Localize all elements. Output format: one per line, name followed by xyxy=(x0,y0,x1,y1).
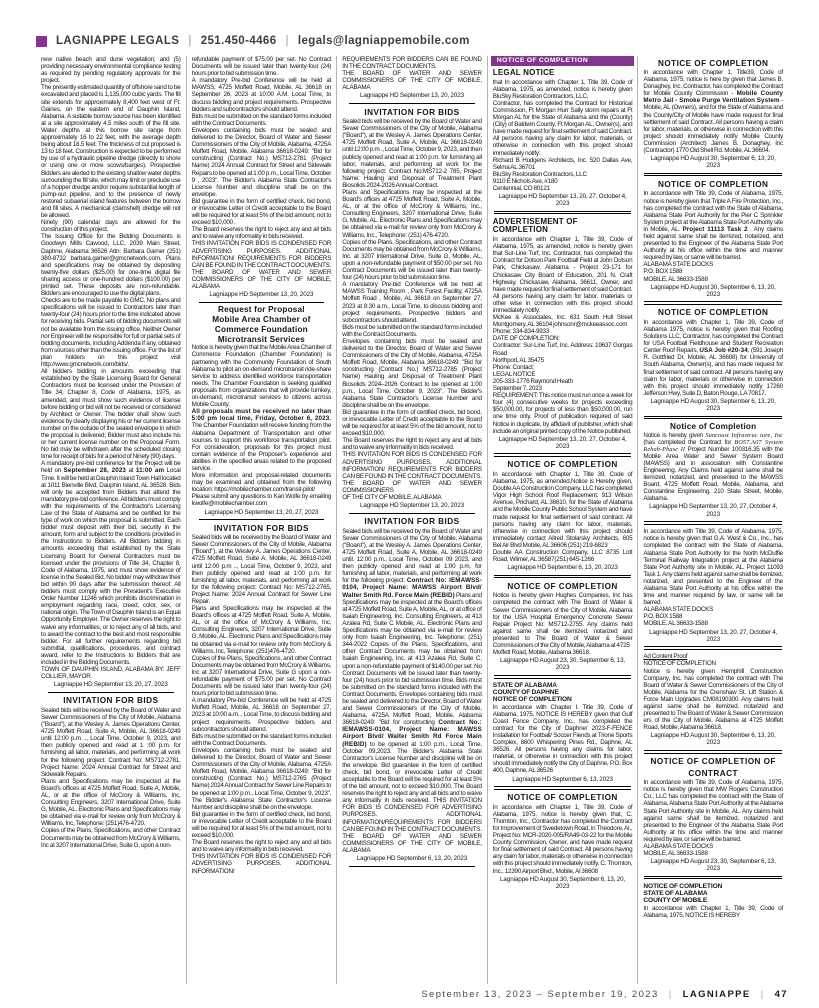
notice-paragraph: Plans and Specifications may be inspected at the Board's offices at 4725 Moffett Road, Suite A, Mobile, AL, or at the office of McCrory & Williams, Inc, Consulting Engineers, 3207 International Drive, Suite G, Mobile, AL. Electronic Plans and Specifications may be obtained via e-mail for review only from McCrory & Williams, Inc, Telephone: (251)476-4720. xyxy=(41,777,181,828)
invitation-for-bids-ms712-2765-continued xyxy=(342,56,482,100)
notice-heading: NOTICE OF COMPLETION xyxy=(507,581,618,591)
notice-paragraph: A mandatory Pre-bid Conference will be held at MAWSS Training Room , Park Forest Facility, 4725A Moffett Road , Mobile, AL 36618 on September 27, 2023 at 8:30 a.m., Local Time, to discuss bidding and project requirements. Prospective bidders and subcontractors should attend. xyxy=(342,281,482,324)
notice-paragraph: The Board reserves the right to reject any and all bids and to waive any informality in bids received. xyxy=(342,437,482,452)
invitation-for-bids-ms712-2781 xyxy=(41,696,181,848)
notice-paragraph: The Board reserves the right to reject any and all bids and to waive any informality in bids received. xyxy=(191,226,332,241)
notice-paragraph: Phone: 334-834-9933 xyxy=(492,328,550,336)
notice-heading: CONTRACT xyxy=(688,768,738,778)
notice-paragraph: In accordance with Chapter 1, Title 39, Code of Alabama, 1975, as amended, notice is hereby given that Sur-Line Turf, Inc. Contractor, has completed the Contract for Dotson Park Football Field at John Dotson Park, Chickasaw, Alabama - Project 23-171 for Chickasaw City Board of Education, 201 N. Craft Highway, Chickasaw, Alabama, 36611, Owner, and have made request for final settlement of said Contract. All persons having any claim for labor, materials or other wise in connection with this project should immediately notify: xyxy=(492,236,633,314)
notice-paragraph: P.O. BOX 1588 xyxy=(643,613,683,621)
notice-paragraph: In accordance with Chapter 1, Title 39, Code of Alabama, 1975, as amended,Notice is Hereby given, Double AA Construction Company, LLC has completed Vigor High School Roof Replacement. 913 Wilson Avenue, Prichard, AL 36610, for the State of Alabama and the Mobile County Public School System and have made request for final settlement of said contract. All persons having any claim for labor, materials, otherwise in connection with this project should immediately contact Allred Stolarsky Architects, 605 Bel Air Blvd Mobile, AL 36606 (251) 219-6823 xyxy=(492,470,633,549)
notice-paragraph: Contractor, has completed the Contract for Historical Commission, Ft Morgan Hurr Sally storm repairs at Ft Morgan AL for the State of Alabama and the (County) (City) of Baldwin County, Ft Morgan AL, Owner(s), and have made request for final settlement of said Contract. All persons having any claim for labor, materials, or otherwise in connection with this project should immediately notify: xyxy=(492,99,633,157)
notice-pre-line: STATE OF ALABAMA xyxy=(492,682,557,689)
notice-of-completion-donaghey xyxy=(643,59,783,170)
footer-date-range: September 13, 2023 – September 19, 2023 xyxy=(421,989,659,1000)
notice-paragraph: Envelopes containing bids must be sealed and delivered to the Director, Board of Water and Sewer Commissioners of the City of Mobile, Alabama, 4725A Moffett Road, Mobile, Alabama 36618-0249: "Bid for constructing (Contract No.) MS712-2765 (Project Name) 2024 Annual Contract for Sewer Line Repairs to be opened at 1:00 p.m., Local Time, October 9, 2023". The Bidder's Alabama State Contractor's License Number and discipline shall be on the envelope. xyxy=(191,746,332,811)
notice-paragraph: Copies of the Plans, Specifications, and other Contract Documents may be obtained from McCrory & Williams, Inc. at 3207 International Drive, Suite G, Mobile, AL, upon a non-refundable payment of $50.00 per set. No Contract Documents will be issued later than twenty-four (24) hours prior to bid submission time. xyxy=(342,238,482,282)
advertisement-of-completion-surline-turf xyxy=(493,218,633,450)
notice-of-completion-ga-west xyxy=(643,528,783,643)
column-1 xyxy=(36,56,186,984)
notice-paragraph: All proposals must be received no later than 5:00 pm local time, Friday, October 6, 2023. The Chamber Foundation will receive funding from the Alabama Department of Transportation and other sources to support this workforce transportation pilot. For consideration, proposals for this project must contain evidence of the Proposer's experience and abilities in the specified areas related to the proposed service. xyxy=(191,408,332,472)
notice-paragraph: Richard B Hudgens Architects, Inc. 520 Dallas Ave, Selma AL 36701 xyxy=(492,156,633,171)
notice-pre-line: NOTICE OF COMPLETION xyxy=(492,696,572,704)
invitation-for-bids-ms712-2765 xyxy=(192,524,332,875)
notice-dateline: Lagniappe HD September 13, 20, 27, October 4, 2023 xyxy=(649,503,778,518)
notice-paragraph: Notice is hereby given Suncoast Infrastruc ture, Inc (has completed the Contract for BO57.A07 System Rehab-Phase II Project Number 100316.35 with the Mobile Area Water and Sewer System Board (MAWSS) and in association with Constantine Engineering. Any Claims held against same shall be itemized, notarized, and presented to the MAWSS Board, 4725 Moffett Road, Mobile, Alabama, and Constantine Engineering, 210 State Street, Mobile, Alabama. xyxy=(643,431,783,503)
notice-paragraph: MOBILE, AL 36633-1588 xyxy=(643,275,708,283)
notice-paragraph: In accordance with Chapter 1, Title 39, Code of Alabama, 1975, notice is hereby given that, C. Thornton, Inc., Contractor has completed the Contract for Improvement of Swedetown Road, in Theodore, Al., Project No: MCR-2020-005/RA49-03-22 for the Mobile County Commission, Owner, and have made request for final settlement of said Contract. All persons having any claim for labor, materials or otherwise in connection with this project should immediately notify, C. Thornton, Inc., 12390 Airport Blvd., Mobile, Al 36608 xyxy=(492,803,633,875)
notice-dateline: Lagniappe HD August 30, September 6, 13, 20, 2023 xyxy=(500,875,626,890)
notice-paragraph: ALABAMA STATE DOCKS xyxy=(643,606,714,614)
notice-paragraph: THE BOARD OF WATER AND SEWER COMMISSIONERS OF THE CITY OF MOBILE, ALABAMA xyxy=(191,268,332,290)
notice-heading: INVITATION FOR BIDS xyxy=(364,517,460,527)
notice-paragraph: ALABAMA STATE DOCKS xyxy=(643,261,714,269)
notice-heading: LEGAL NOTICE xyxy=(492,68,555,77)
notice-separator xyxy=(644,416,782,420)
notice-paragraph: Moffett Road, Mobile, Alabama 36618. xyxy=(492,649,591,657)
column-2 xyxy=(186,56,337,984)
notice-paragraph: THIS INVITATION FOR BIDS IS CONDENSED FOR ADVERTISING PURPOSES. ADDITIONAL INFORMATION/ xyxy=(191,853,332,875)
notice-paragraph: ALABAMA STATE DOCKS xyxy=(643,842,714,850)
notice-dateline: Lagniappe HD September 13, 20, 27, October 4, 2023 xyxy=(498,193,627,208)
notice-dateline: Lagniappe HD September 13, 20, 2023 xyxy=(359,92,465,100)
notice-paragraph: Double AA Construction Company, LLC 8735 Lott Road, Wilmer, AL 36587(251) 645-1266 xyxy=(492,549,633,564)
brand-square-icon xyxy=(36,36,47,47)
notice-paragraph: In accordance with Title 39, Code of Alabama, 1975, notice is hereby given that G.A. West & Co., Inc., has completed the contract with the State of Alabama, Alabama State Port Authority for the North McDuffie Terminal Railway Integration project at the Alabama State Port Authority site in Mobile, AL. Project 11093 Task 1. Any claims held against same shall be itemized, notarized, and presented to the Engineer of the Alabama State Port Authority at his office within the time and manner required by law, or same will be barred. xyxy=(643,528,783,607)
notice-of-completion-truncated xyxy=(643,883,783,919)
notice-paragraph: Checks are to be made payable to GMC. No plans and specifications will be issued to Contractors later than twenty-four (24) hours prior to the time indicated above for receiving bids. Partial sets of bidding documents will not be available from the issuing office. Neither Owner nor Engineer will be responsible for full or partial sets of bidding documents, including Addenda if any, obtained from sources other than the issuing office. For the list of plan holders on this project visit http://www.gmcnetwork.com/bids/. xyxy=(41,297,181,369)
notice-separator xyxy=(644,173,782,177)
notice-separator xyxy=(644,301,782,305)
notice-paragraph: Bids must be submitted on the standard forms included with the Contract Documents. xyxy=(342,323,482,338)
notice-paragraph: Sealed bids will be received by the Board of Water and Sewer Commissioners of the City of Mobile, Alabama ("Board"), at the Wesley A. James Operations Center, 4725 Moffett Road, Suite A, Mobile, AL 36618-0249 until. 12:00 p.m., Local Time, October 09 2023, and then publicly opened and read at 1:00 p.m. for furnishing all labor, materials, and performing all work for the following project: Contract No: IEMAWSS-0104, Project Name: MAWSS Airport Blvd/ Walter Smith Rd. Force Main (REBID) Plans and Specifications may be inspected at the Board's offices at 4725 Moffett Road, Suite A, Mobile, AL, or at office of Isaiah Engineering, Inc. Consulting Engineers, at 413 Azalea Rd, Suite C Mobile, AL. Electronic Plans and Specifications may be obtained via e-mail for review only from Isaiah Engineering, Inc. Telephone: (251) 344-2022 Copies of the Plans, Specifications, and other Contract Documents may be obtained from Isaiah Engineering, Inc. at 413 Azalea Rd, Suite C, upon a non-refundable payment of $140.00 per set. No Contract Documents will be issued later than twenty-four (24) hours prior to bid submission time. Bids must be submitted on the standard forms included with the Contract Documents. Envelopes containing bids must be sealed and delivered to the Director, Board of Water and Sewer Commissioners of the City of Mobile, Alabama, 4725A Moffett Road, Mobile, Alabama 36618-0249: "Bid for constructing Contract No.: IEMAWSS-0104, Project Name: MAWSS Airport Blvd/ Walter Smith Rd Force Main (REBID) to be opened at 1:00 p.m., Local Time, October 09,2023. The Bidder's Alabama State Contractor's License Number and discipline will be on the envelope. Bid guarantee in the form of certified check, bid bond, or irrevocable Letter of Credit acceptable to the Board will be required for at least 5% of the bid amount, not to exceed $10,000. The Board reserves the right to reject any and all bids and to waive any informality in bids received. THIS INVITATION FOR BIDS IS CONDENSED FOR ADVERTISING PURPOSES. ADDITIONAL INFORMATION/REQUIREMENTS FOR BIDDERS CAN BE FOUND IN THE CONTRACT DOCUMENTS. THE BOARD OF WATER AND SEWER COMMISSIONERS OF THE CITY OF MOBILE, ALABAMA xyxy=(342,527,482,854)
notice-dateline: Lagniappe HD September 13, 20, 27, 2023 xyxy=(53,681,168,689)
notice-paragraph: The Board reserves the right to reject any and all bids and to waive any informality in bids received. xyxy=(191,839,332,854)
notice-pre-line: COUNTY OF DAPHNE xyxy=(492,689,559,697)
notice-pre-line: STATE OF ALABAMA xyxy=(643,890,708,898)
notice-dateline: Lagniappe HD August 30, September 6, 13, 20, 2023 xyxy=(650,283,776,298)
masthead-separator: | xyxy=(285,35,289,47)
notice-paragraph: A mandatory Pre-bid Conference will be held at MAWSS, 4725 Moffett Road, Mobile, AL 36618 on September 26, 2023 at 10:00 A.M. Local Time, to discuss bidding and project requirements. Prospective bidders and subcontractors should attend. xyxy=(191,77,332,113)
notice-heading: NOTICE OF COMPLETION xyxy=(657,179,769,189)
notice-paragraph: In accordance with Chapter 1, Title39, Code of Alabama, 1975, notice is here by given that James B. Donaghey, Inc. Contractor, has completed the Contract for Mobile County Commission - Mobile County Metro Jail - Smoke Purge Ventilation System - Mobile, AL (Owners), and for the State of Alabama and the County/City of Mobile have made request for final settlement of said Contract. All persons having a claim for labor, materials, or otherwise in connection with this project should immediately notify Mobile County Commission (Architect) James B. Donaghey, Inc (Contractor) 1770 Old Shell Rd. Mobile, AL 36604. xyxy=(643,69,783,155)
notice-paragraph: Bids must be submitted on the standard forms included with the Contract Documents. xyxy=(191,732,332,747)
notice-paragraph: A mandatory Pre-bid Conference will be held at 4725 Moffett Road, Mobile, AL 36618 on September 27, 2023 at 10:00 a.m. , Local Time, to discuss bidding and project requirements. Prospective bidders and subcontractors should attend. xyxy=(191,697,332,733)
notice-dateline: Lagniappe HD September 6, 13, 20, 2023 xyxy=(356,855,468,863)
notice-dateline: Lagniappe HD September 13, 20, 27, October 4, 2023 xyxy=(649,628,778,643)
rfp-chamber-microtransit xyxy=(192,306,332,515)
notice-paragraph: Phone: Contact: xyxy=(492,363,535,371)
notice-paragraph: Northport, AL 35475 xyxy=(492,356,544,364)
footer-publication-name: LAGNIAPPE xyxy=(682,989,751,1000)
notice-paragraph: In accordance with Chapter 1, Title 39, Code of Alabama 1975, notice is hereby given that Roofing Solutions LLC, Contractor, has completed the Contract for USA Football Fieldhouse and Student Recreation Center Roof Repairs, USA Job #20-34, (591 Joseph R. Gottfried Dr, Mobile, AL 36608) for University of South Alabama, Owner(s), and has made request for final settlement of said contract. All persons having any claim for labor, materials or otherwise in connection with this project should immediately notify 17260 Jefferson Hwy, Suite D, Baton Rouge, LA 70817. xyxy=(643,318,783,397)
notice-paragraph: In accordance with Chapter I. Title 39, Code of Alabama, 1975, NOTICE IS HEREBY given that Gulf Coast Fence Company, Inc., has completed the contract for the City of Daphne/ 2023-F-FENCE Installation for Football/ Soccer Fiends at Trione Sports Complex, 8600 Whispering Pines Rd., Daphne, AL 36526. All persons having any claims for labor, material, or otherwise in connection with this project should immediately notify the City of Daphne, P.O. Box 400, Daphne, AL 36526 xyxy=(492,703,633,775)
notice-paragraph: 205-333-1776 Raymond Heath xyxy=(492,377,573,385)
notice-of-completion-suncoast xyxy=(643,423,783,518)
notice-heading: INVITATION FOR BIDS xyxy=(63,696,159,706)
section-header-bar: NOTICE OF COMPLETION xyxy=(491,56,635,66)
notice-heading: Notice of Completion xyxy=(670,421,757,431)
notice-dateline: Lagniappe HD August 30, September 6, 13, 20, 2023 xyxy=(650,155,776,170)
notice-separator xyxy=(199,302,325,303)
notice-paragraph: In accordance with Title 39, Code of Alabama, 1975, notice is hereby given that Triple A Fire Protection, Inc., has completed the contract with the State of Alabama, Alabama State Port Authority for the Pier C Sprinkler System project at the Alabama State Port Authority site in Mobile, AL. Project 11113 Task 2 . Any claims held against same shall be itemized, notarized, and presented to the Engineer of the Alabama State Port Authority at his office within the time and manner required by law, or same will be barred. xyxy=(643,190,783,262)
notice-paragraph: Notice is hereby given Hughes Companies, Inc has completed the contract with The Board of Water & Sewer Commissioners of the City of Mobile, Alabama for the USA Hospital Emergency Concrete Sewer Repair Project No: MS712-2755. Any claims held against same shall be itemized, notarized and presented to The Board of Water & Sewer Commissioners of the City of Mobile, Alabama at 4725 xyxy=(492,592,633,650)
notice-dateline: Lagniappe HD September 13, 20, 27, 2023 xyxy=(204,508,319,516)
notice-separator xyxy=(199,519,325,520)
notice-paragraph: Envelopes containing bids must be sealed and delivered to the Director, Board of Water and Sewer Commissioners of the City of Mobile, Alabama, 4725A Moffett Road, Mobile, Alabama 36618-0249: "Bid for constructing (Contract No.) MS712-2785 (Project Name) Hauling and Disposal of Treatment Plant Biosolids 2024–2026 Contract to be opened at 1:00 p.m., Local Time, October 9, 2023". The Bidder's Alabama State Contractor's License Number and discipline shall be on the envelope. xyxy=(342,337,482,409)
column-3 xyxy=(336,56,487,984)
notice-separator xyxy=(644,876,782,880)
notice-separator xyxy=(644,646,782,650)
notice-of-completion-gulf-coast-fence xyxy=(493,682,633,783)
notice-of-completion-double-aa xyxy=(493,460,633,571)
notice-separator xyxy=(494,453,632,457)
invitation-for-bids-iemawss-0104 xyxy=(342,517,482,862)
notice-paragraph: September 7, 2023 xyxy=(492,385,542,393)
notice-paragraph: Bids must be submitted on the standard forms included with the Contract Documents. xyxy=(191,112,332,127)
notice-heading: NOTICE OF COMPLETION xyxy=(507,460,618,470)
notice-heading: NOTICE OF COMPLETION OF xyxy=(650,757,776,767)
notice-paragraph: THE BOARD OF WATER AND SEWER COMMISSIONERS OF THE CITY OF MOBILE, ALABAMA xyxy=(342,70,482,92)
notice-paragraph: More information and proposal-related documents may be examined and obtained from the following location: https://mobilechamber.com/transit-pilot/ xyxy=(191,472,332,494)
notice-paragraph: Please submit any questions to Kari Wolfe by emailing kwolfe@mobilechamber.com xyxy=(191,493,332,508)
page-footer xyxy=(421,989,788,1000)
notice-paragraph: refundable payment of $75.00 per set. No Contract Documents will be issued later than twenty-four (24) hours prior to bid submission time. xyxy=(191,56,332,78)
notice-paragraph: DATE OF COMPLETION: xyxy=(492,335,560,343)
notice-separator xyxy=(349,103,475,104)
masthead-brand: LAGNIAPPE LEGALS xyxy=(56,35,180,47)
notice-paragraph: Bid guarantee in the form of certified check, bid bond, or irrevocable Letter of Credit acceptable to the Board will be required for at least 5% of the bid amount, not to exceed $10,000. xyxy=(342,408,482,438)
notice-paragraph: Centennial, CO 80121 xyxy=(492,185,550,192)
column-5 xyxy=(637,56,788,984)
masthead xyxy=(36,35,786,47)
notice-paragraph: Plans and Specifications may be inspected at the Board's offices at 4725 Moffett Road, Suite A, Mobile, AL, or at the office of McCrory & Williams, Inc. Consulting Engineers, 3207 International Drive, Suite G, Mobile, AL. Electronic Plans and Specifications may be obtained via e-mail for review only from McCrory & Williams, Inc, Telephone: (251)476-4720. xyxy=(191,605,332,655)
notice-paragraph: OF THE CITY OF MOBILE, ALABAMA xyxy=(342,494,442,502)
notice-paragraph: Notice is hereby given Hemphill Construction Company, Inc. has completed the contract with The Board of Water & Sewer Commissioners of the City of Mobile, Alabama for the Crenshaw St. Lift Station & Force Main Upgrades CM08190300. Any claims held against same shall be itemized, notarized and presented to The Board of Water & Sewer Commission ers of the City of Mobile, Alabama at 4725 Moffett Road, Mobile, Alabama 36618. xyxy=(643,667,783,732)
notice-pre-line: NOTICE OF COMPLETION xyxy=(643,882,723,890)
notice-heading: Request for Proposal xyxy=(217,305,305,315)
notice-of-completion-triple-a-fire xyxy=(643,180,783,298)
notice-paragraph: Ninety (90) calendar days are allowed for the construction of this project. xyxy=(41,219,181,234)
notice-paragraph: Envelopes containing bids must be sealed and delivered to the Director, Board of Water and Sewer Commissioners of the City of Mobile, Alabama, 4725A Moffett Road, Mobile, Alabama 36618-0249: "Bid for constructing (Contract No.) MS712-2781 (Project Name) 2024 Annual Contract for Street and Sidewalk Repairs to be opened at 1:00 p.m., Local Time, October 9 , 2023". The Bidder's Alabama State Contractor's License Number and discipline shall be on the envelope. xyxy=(191,126,332,198)
notice-heading: INVITATION FOR BIDS xyxy=(364,107,460,117)
notice-dateline: Lagniappe HD August 30, September 6, 13, 20, 2023 xyxy=(650,397,776,413)
notice-paragraph: Contractor: Sur-Line Turf, Inc. Address: 19637 Gorgas Road xyxy=(492,342,633,357)
notice-paragraph: Copies of the Plans, Specifications, and other Contract Documents may be obtained from McCrory & Williams, Inc at 3207 International Drive, Suite G, upon a non- xyxy=(41,827,181,849)
legal-notice-columns xyxy=(36,56,788,984)
notice-of-completion-mw-rogers xyxy=(643,757,783,872)
notice-paragraph: LEGAL NOTICE xyxy=(492,370,536,378)
notice-paragraph: The Issuing Office for the Bidding Documents is Goodwyn Mills Cawood, LLC, 2039 Main Street, Daphne, Alabama 36526 Attn: Barbara Garner (251) 380-8732 barbara.garner@gmcnetwork.com. Plans and specifications may be obtained by depositing twenty-five dollars ($25.00) for one-time digital file sharing access or one-hundred dollars ($100.00) per printed set. These deposits are non-refundable. Bidders are encouraged to use the digital plans. xyxy=(41,233,181,298)
footer-separator: | xyxy=(668,989,673,1000)
notice-paragraph: All bidders bidding in amounts exceeding that established by the State Licensing Board for General Contractors must be licensed under the Provision of Title 34, Chapter 8, Code of Alabama, 1975, as amended, and must show such evidence of license before bidding or bid will not be received or considered by Architect or Owner. The bidder shall show such evidence by clearly displaying his or her current license number on the outside of the sealed envelope in which the proposal is delivered; Bidder must also include his or her current license number on the Proposal Form. No bid may be withdrawn after the scheduled closing time for receipt of bids for a period of Ninety (90) days. xyxy=(41,368,181,461)
beach-nourishment-bid-continuation xyxy=(41,56,181,688)
notice-dateline: Lagniappe HD August 30, September 6, 13, 20, 2023 xyxy=(650,732,776,747)
footer-separator: | xyxy=(760,989,765,1000)
notice-paragraph: A mandatory pre-bid conference for the Project will be held on September 28, 2023 at 11:00 am Local Time. It will be held at Dauphin Island Town Hall located at 1011 Bienville Blvd, Dauphin Island, AL 36528. Bids will only be accepted from Bidders that attend the mandatory pre-bid conference. All bidders must comply with the requirements of the Contractor's Licensing Law of the State of Alabama and be certified for the type of work on which the proposal is submitted. Each bidder must deposit with their bid, security in the amount, form and subject to the conditions provided in the Instructions to Bidders. All Bidders bidding in amounts exceeding that established by the State Licensing Board for General Contractors must be licensed under the provisions of Title 34, Chapter 8, Code of Alabama, 1975, and must show evidence of license in the Sealed Bid. No bidder may withdraw their bid within 90 days after the submission thereof. All bidders must comply with the President's Executive Order Number 11246 which prohibits discrimination in employment regarding race, creed, color, sex, or national origin. The Town of Dauphin Island is an Equal Opportunity Employer. The Owner reserves the right to waive any informalities, or to reject any of all bids, and to award the contract to the best and most responsible bidder. For all further requirements regarding bid submittal, qualifications, procedures, and contract award, refer to the Instructions to Bidders that are included in the Bidding Documents. xyxy=(41,460,181,666)
notice-dateline: Lagniappe HD September 13, 20, 27, October 4, 2023 xyxy=(498,435,627,450)
notice-paragraph: McKee & Associates, Inc. 631 South Hull Street Montgomery, AL 36104 johnsonr@mckeeassoc.com xyxy=(492,314,633,329)
notice-separator xyxy=(494,575,632,579)
notice-separator xyxy=(494,211,632,215)
notice-paragraph: REQUIREMENT: This notice must run once a week for four (4) consecutive weeks for projects exceeding $50,000.00, for projects of less than $50,000.00, run one time only. Proof of publication required of said Notice in duplicate, by affidavit of publisher, which shall include an original printed copy of the Notice published. xyxy=(492,392,633,435)
notice-dateline: Lagniappe HD September 13, 20, 2023 xyxy=(359,502,465,510)
notice-heading: Commerce Foundation xyxy=(214,324,308,334)
masthead-separator: | xyxy=(188,35,192,47)
notice-heading: Mobile Area Chamber of xyxy=(212,314,311,324)
notice-dateline: Lagniappe HD August 23, 30, September 6, 13, 2023 xyxy=(650,858,776,873)
notice-separator xyxy=(644,521,782,525)
notice-paragraph: MOBILE, AL 36633-1588 xyxy=(643,850,708,858)
notice-of-completion-hughes xyxy=(493,582,633,672)
notice-paragraph: TOWN OF DAUPHIN ISLAND, ALABAMA BY: JEFF COLLIER, MAYOR xyxy=(41,666,181,681)
footer-page-number: 47 xyxy=(774,989,788,1000)
notice-heading: ADVERTISEMENT OF COMPLETION xyxy=(492,216,578,235)
notice-paragraph: Ad Content Proof xyxy=(643,653,688,661)
notice-paragraph: NOTICE OF COMPLETION xyxy=(643,660,716,668)
masthead-phone: 251.450-4466 xyxy=(200,35,277,47)
notice-paragraph: THIS INVITATION FOR BIDS IS CONDENSED FOR ADVERTISING PURPOSES. ADDITIONAL INFORMATION/ REQUIREMENTS FOR BIDDERS CAN BE FOUND IN THE CONTRACT DOCUMENTS. xyxy=(191,240,332,269)
notice-dateline: Lagniappe HD September 6, 13, 20, 2023 xyxy=(507,564,618,572)
notice-of-completion-hemphill xyxy=(643,653,783,746)
masthead-email: legals@lagniappemobile.com xyxy=(297,35,470,47)
notice-separator xyxy=(644,750,782,754)
invitation-for-bids-ms712-2781-continued xyxy=(192,56,332,298)
notice-paragraph: THIS INVITATION FOR BIDS IS CONDENSED FOR ADVERTISING PURPOSES. ADDITIONAL INFORMATION/ REQUIREMENTS FOR BIDDERS CAN BE FOUND IN THE CONTRACT DOCUMENTS. THE BOARD OF WATER AND SEWER COMMISSIONERS xyxy=(342,451,482,494)
notice-paragraph: Bid guarantee in the form of certified check, bid bond, or irrevocable Letter of Credit acceptable to the Board will be required for at least 5% of the bid amount, not to exceed $10,000 . xyxy=(191,197,332,227)
notice-paragraph: that In accordance with Chapter 1, Title 39, Code of Alabama, 1975, as amended, notice is hereby given BluSky Restoration Contractors, LLC, xyxy=(492,78,633,100)
notice-separator xyxy=(494,786,632,790)
notice-paragraph: In accordance with Chapter 1, Title 39, Code of Alabama, 1975, NOTICE IS HEREBY xyxy=(643,904,783,919)
notice-heading: NOTICE OF COMPLETION xyxy=(657,58,769,68)
notice-paragraph: Plans and Specifications may be inspected at the Board's offices at 4725 Moffett Road, Suite A, Mobile, AL, or at the office of McCrory & Williams, Inc., Consulting Engineers, 3207 International Drive, Suite G, Mobile, AL. Electronic Plans and Specifications may be obtained via e-mail for review only from McCrory & Williams, Inc., Telephone: (251) 476-4720. xyxy=(342,189,482,239)
column-4 xyxy=(487,56,638,984)
notice-paragraph: BluSky Restoration Contractors, LLC xyxy=(492,170,587,178)
notice-paragraph: Sealed bids will be received by the Board of Water and Sewer Commissioners of the City of Mobile, Alabama ("Board"), at the Wesley A. James Operations Center, 4725 Moffett Road, Suite A, Mobile, AL 36618-0249 until 12:00 p.m ., Local Time, October 9, 2023, and then publicly opened and read at 1:00 p.m. for furnishing all labor, materials, and performing all work for the following project: Contract No:MS712-2 785, Project Name: Hauling and Disposal of Treatment Plant Biosolids 2024-2026 Annual Contract. xyxy=(342,118,482,189)
notice-paragraph: In accordance with Title 39, Code of Alabama, 1975, notice is hereby given that MW Rogers Construction Co., LLC has completed the contract with the State of Alabama, Alabama State Port Authority at the Alabama State Port Authority site in Mobile, AL. Any claims held against same shall be itemized, notarized and presented to the Engineer of the Alabama State Port Authority at his office within the time and manner required by law, or same will be barred. xyxy=(643,779,783,843)
notice-separator xyxy=(494,675,632,679)
notice-paragraph: P.O. BOX 1588 xyxy=(643,268,683,276)
notice-dateline: Lagniappe HD August 23, 30, September 6, 13, 2023 xyxy=(500,657,626,672)
invitation-for-bids-ms712-2785 xyxy=(342,108,482,510)
notice-paragraph: Sealed bids will be received by the Board of Water and Sewer Commissioners of the City of Mobile, Alabama ("Board"), at the Wesley A. James Operations Center, 4725 Moffett Road, Suite A, Mobile, AL 36618-0249 until 12:00 p.m .., Local Time, October 9, 2023, and then publicly opened and read at 1:00 p.m. for furnishing all labor, materials, and performing all work for the following project: Contract No: MS712-2765, Project Name: 2024 Annual Contract for Sewer Line Repair. xyxy=(191,534,332,605)
notice-pre-line: COUNTY OF MOBILE xyxy=(643,897,708,905)
notice-separator xyxy=(48,692,174,693)
notice-of-completion-roofing-solutions xyxy=(643,308,783,412)
notice-separator xyxy=(349,513,475,514)
notice-paragraph: Bid guarantee in the form of certified check, bid bond, or irrevocable Letter of Credit acceptable to the Board will be required for at least 5% of the bid amount, not to exceed $10,000. xyxy=(191,810,332,840)
notice-heading: INVITATION FOR BIDS xyxy=(213,523,309,533)
notice-heading: Microtransit Services xyxy=(217,334,305,344)
notice-paragraph: The presently estimated quantity of offshore sand to be excavated and placed is 1,135,000 cubic yards. The fill site extends for approximately 8,400 feet west of Ft. Gaines, on the eastern end of Dauphin Island, Alabama. A suitable borrow source has been identified at a site approximately 4.5 miles south of the fill site. Water depths at this borrow site range from approximately 16 to 22 feet, with the average depth being about 18.5 feet. The thickness of cut proposed is 13 to 18 feet. Construction is expected to be performed by use of a hydraulic pipeline dredge (directly to shore or using one or more scows/barges). Prospective Bidders are alerted to the existing shallow water depths surrounding the fill site, which may limit or preclude use of a hopper dredge and/or require substantial length of pump-out pipeline, and to the presence of newly restored subaerial island features between the borrow and fill sites. A mechanical (clamshell) dredge will not be allowed. xyxy=(41,84,181,220)
notice-heading: NOTICE OF COMPLETION xyxy=(507,793,618,803)
notice-paragraph: new native beach and dune vegetation; and (5) providing necessary environmental compliance testing as required by pending regulatory approvals for the project. xyxy=(41,56,181,85)
notice-heading: NOTICE OF COMPLETION xyxy=(657,308,769,318)
notice-paragraph: 9110 E Nichols Ave, #180 xyxy=(492,177,558,185)
notice-of-completion-c-thornton xyxy=(493,793,633,890)
notice-dateline: Lagniappe HD September 6, 13, 2023 xyxy=(512,775,613,783)
notice-separator xyxy=(349,866,475,867)
notice-paragraph: Sealed bids will be received by the Board of Water and Sewer Commissioners of the City of Mobile, Alabama ("Board"), at the Wesley A. James Operations Center, 4725 Moffett Road, Suite A, Mobile, AL 36618-0249 until 12:00 p.m .., Local Time, October 9, 2023, and then publicly opened and read at 1 :00 p.m. for furnishing all labor, materials, and performing all work for the following project: Contract No: MS712-2781, Project Name: 2024 Annual Contract for Street and Sidewalk Repairs. xyxy=(41,706,181,778)
legal-notice-blusky xyxy=(493,56,633,207)
notice-dateline: Lagniappe HD September 13, 20, 2023 xyxy=(209,291,314,299)
notice-paragraph: Copies of the Plans, Specifications, and other Contract Documents may be obtained from McCrory & Williams, Inc at 3207 International Drive, Suite G upon a non-refundable payment of $75.00 per set. No Contract Documents will be issued later than twenty-four (24) hours prior to bid submission time. xyxy=(191,654,332,698)
notice-paragraph: REQUIREMENTS FOR BIDDERS CAN BE FOUND IN THE CONTRACT DOCUMENTS. xyxy=(342,56,482,71)
notice-paragraph: MOBILE, AL 36633-1588 xyxy=(643,620,708,628)
notice-paragraph: Notice is hereby given that the Mobile Area Chamber of Commerce Foundation (Chamber Foundation) is partnering with the Community Foundation of South Alabama to pilot an on-demand microtransit ride-share service to address identified workforce transportation needs. The Chamber Foundation is seeking qualified proposals from organizations that will provide turnkey, on-demand, microtransit services to citizens across Mobile County. xyxy=(191,344,332,409)
